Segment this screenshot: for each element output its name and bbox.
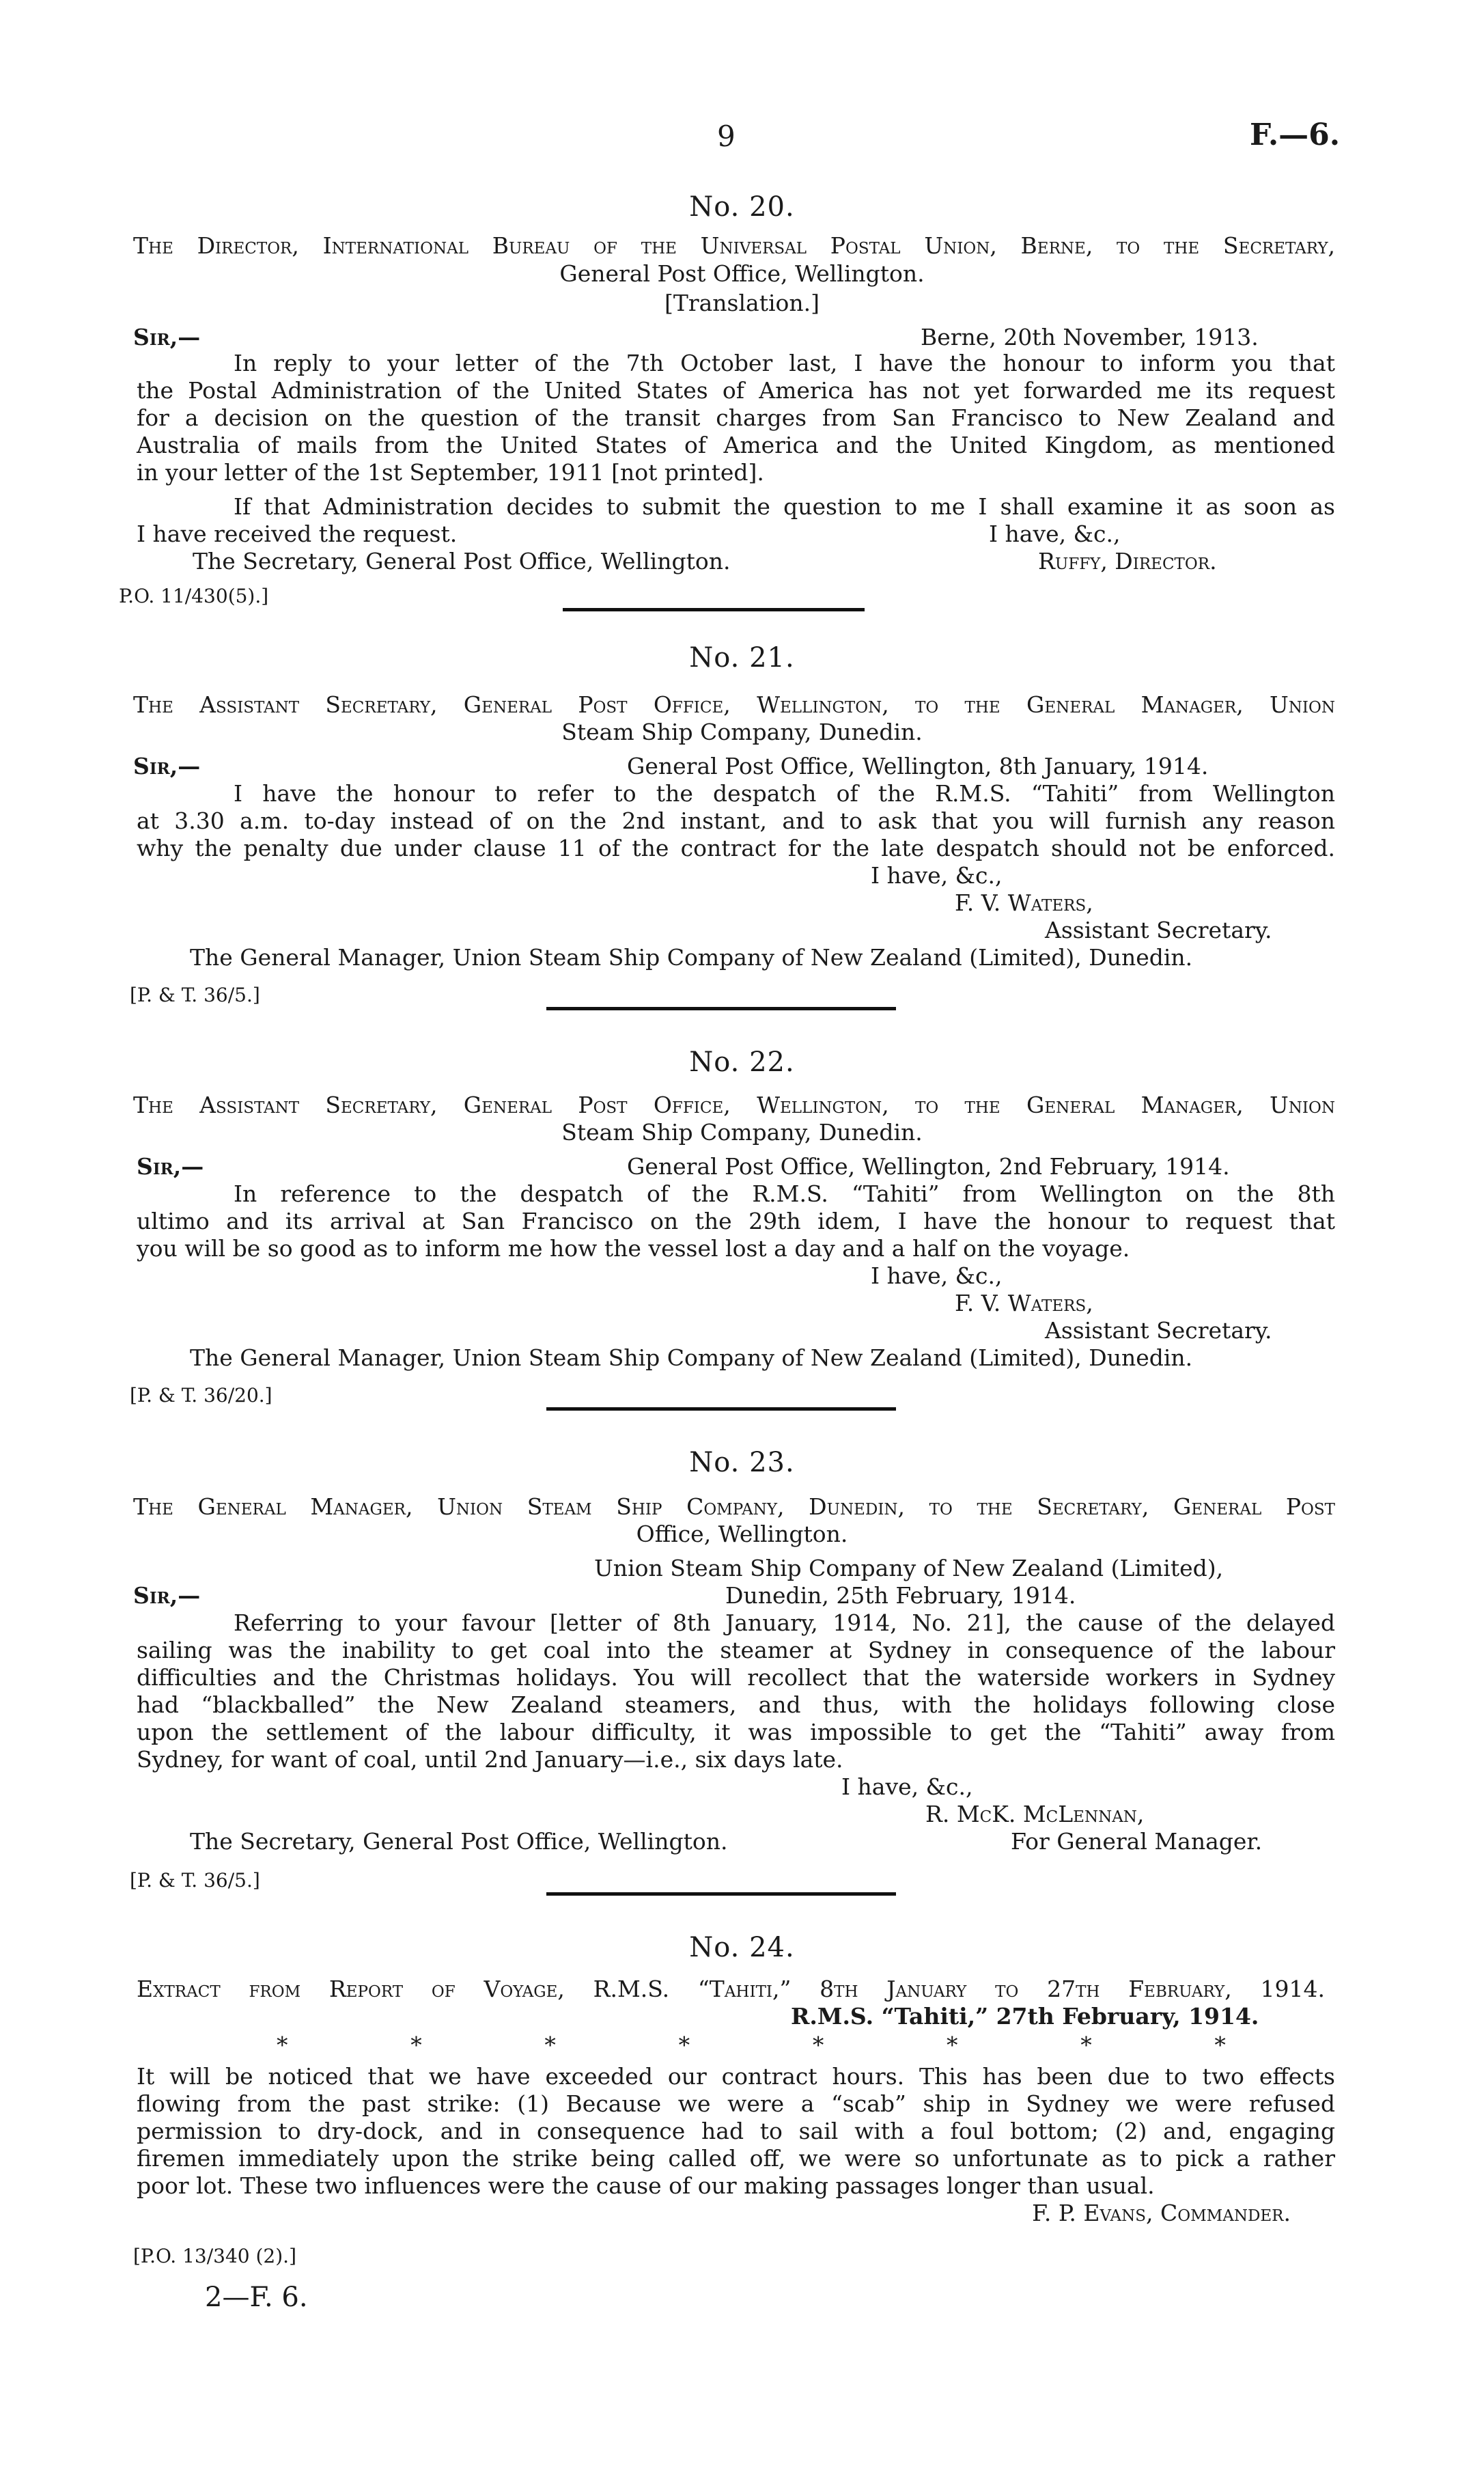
place-date: General Post Office, Wellington, 2nd February, 1914. bbox=[627, 1153, 1230, 1180]
closing: I have, &c., bbox=[989, 521, 1121, 547]
signature-title: Assistant Secretary. bbox=[1045, 917, 1272, 943]
body-line: In reply to your letter of the 7th October last, I have the honour to inform you that bbox=[234, 350, 1335, 376]
star: * bbox=[277, 2032, 288, 2058]
file-reference: [P. & T. 36/5.] bbox=[130, 984, 260, 1006]
body-line: flowing from the past strike: (1) Because we were a “scab” ship in Sydney we were refused bbox=[137, 2090, 1335, 2117]
signature-title: For General Manager. bbox=[1011, 1828, 1263, 1855]
body-line: sailing was the inability to get coal into the steamer at Sydney in consequence of the labour bbox=[137, 1637, 1335, 1663]
signature-title: Assistant Secretary. bbox=[1045, 1317, 1272, 1344]
star: * bbox=[1080, 2032, 1092, 2058]
letter-number: No. 23. bbox=[689, 1447, 795, 1478]
closing: I have, &c., bbox=[871, 862, 1003, 889]
body-line: you will be so good as to inform me how the vessel lost a day and a half on the voyage. bbox=[137, 1235, 1130, 1262]
body-line: the Postal Administration of the United States of America has not yet forwarded me its request bbox=[137, 377, 1335, 404]
place-date: Berne, 20th November, 1913. bbox=[921, 324, 1259, 350]
letter-heading: Steam Ship Company, Dunedin. bbox=[561, 719, 923, 745]
body-line: why the penalty due under clause 11 of the contract for the late despatch should not be enforced. bbox=[137, 835, 1335, 861]
file-reference: [P.O. 13/340 (2).] bbox=[133, 2245, 296, 2267]
star: * bbox=[812, 2032, 824, 2058]
addressee: The General Manager, Union Steam Ship Company of New Zealand (Limited), Dunedin. bbox=[190, 944, 1193, 971]
body-line: upon the settlement of the labour difficulty, it was impossible to get the “Tahiti” away from bbox=[137, 1719, 1335, 1745]
letter-number: No. 20. bbox=[689, 191, 795, 223]
closing: I have, &c., bbox=[841, 1773, 973, 1800]
body-line: firemen immediately upon the strike being called off, we were so unfortunate as to pick a rather bbox=[137, 2145, 1335, 2172]
letter-heading: Extract from Report of Voyage, R.M.S. “Tahiti,” 8th January to 27th February, 1914. bbox=[137, 1976, 1325, 2002]
body-line: If that Administration decides to submit the question to me I shall examine it as soon as bbox=[234, 493, 1335, 520]
signature: F. V. Waters, bbox=[955, 1290, 1093, 1316]
letter-heading: The General Manager, Union Steam Ship Company, Dunedin, to the Secretary, General Post bbox=[133, 1493, 1335, 1520]
body-line: at 3.30 a.m. to-day instead of on the 2nd instant, and to ask that you will furnish any reason bbox=[137, 807, 1335, 834]
body-line: permission to dry-dock, and in consequence had to sail with a foul bottom; (2) and, engaging bbox=[137, 2118, 1335, 2144]
place: Union Steam Ship Company of New Zealand (Limited), bbox=[594, 1555, 1224, 1581]
letter-heading: Office, Wellington. bbox=[636, 1521, 848, 1547]
letter-heading: The Director, International Bureau of the Universal Postal Union, Berne, to the Secretary, bbox=[133, 232, 1335, 259]
star: * bbox=[544, 2032, 556, 2058]
file-reference: P.O. 11/430(5).] bbox=[119, 585, 269, 607]
salutation: Sir,— bbox=[133, 753, 201, 779]
translation-note: [Translation.] bbox=[664, 290, 820, 316]
body-line: had “blackballed” the New Zealand steamers, and thus, with the holidays following close bbox=[137, 1691, 1335, 1718]
section-rule bbox=[546, 1892, 896, 1896]
signature: R. McK. McLennan, bbox=[925, 1801, 1145, 1827]
signature: F. P. Evans, Commander. bbox=[1032, 2200, 1291, 2226]
place-date: Dunedin, 25th February, 1914. bbox=[725, 1582, 1076, 1609]
file-reference: [P. & T. 36/20.] bbox=[130, 1384, 272, 1407]
addressee: The General Manager, Union Steam Ship Company of New Zealand (Limited), Dunedin. bbox=[190, 1344, 1193, 1371]
body-line: Australia of mails from the United States of America and the United Kingdom, as mentioned bbox=[137, 432, 1335, 458]
letter-number: No. 22. bbox=[689, 1047, 795, 1078]
closing: I have, &c., bbox=[871, 1262, 1003, 1289]
letter-heading: The Assistant Secretary, General Post Office, Wellington, to the General Manager, Union bbox=[133, 691, 1335, 718]
page-number: 9 bbox=[717, 120, 736, 153]
place-date: General Post Office, Wellington, 8th January, 1914. bbox=[627, 753, 1209, 779]
salutation: Sir,— bbox=[137, 1153, 204, 1180]
body-line: Sydney, for want of coal, until 2nd January—i.e., six days late. bbox=[137, 1746, 843, 1773]
section-rule bbox=[546, 1407, 896, 1411]
body-line: I have received the request. bbox=[137, 521, 458, 547]
star: * bbox=[410, 2032, 422, 2058]
place-date: R.M.S. “Tahiti,” 27th February, 1914. bbox=[791, 2003, 1259, 2030]
body-line: in your letter of the 1st September, 1911 [not printed]. bbox=[137, 459, 764, 486]
addressee: The Secretary, General Post Office, Wellington. bbox=[193, 548, 731, 575]
section-rule bbox=[563, 608, 865, 611]
star: * bbox=[1214, 2032, 1226, 2058]
letter-heading: The Assistant Secretary, General Post Office, Wellington, to the General Manager, Union bbox=[133, 1092, 1335, 1118]
star: * bbox=[678, 2032, 690, 2058]
body-line: Referring to your favour [letter of 8th January, 1914, No. 21], the cause of the delayed bbox=[234, 1609, 1335, 1636]
letter-heading: General Post Office, Wellington. bbox=[559, 260, 925, 287]
section-rule bbox=[546, 1007, 896, 1010]
body-line: It will be noticed that we have exceeded our contract hours. This has been due to two effects bbox=[137, 2063, 1335, 2090]
letter-heading: Steam Ship Company, Dunedin. bbox=[561, 1119, 923, 1146]
salutation: Sir,— bbox=[133, 1582, 201, 1609]
document-reference: F.—6. bbox=[1250, 117, 1341, 152]
letter-number: No. 21. bbox=[689, 642, 795, 674]
body-line: ultimo and its arrival at San Francisco on the 29th idem, I have the honour to request that bbox=[137, 1208, 1335, 1234]
ellipsis-stars bbox=[277, 2032, 1226, 2058]
addressee: The Secretary, General Post Office, Wellington. bbox=[190, 1828, 728, 1855]
file-reference: [P. & T. 36/5.] bbox=[130, 1869, 260, 1892]
body-line: poor lot. These two influences were the cause of our making passages longer than usual. bbox=[137, 2172, 1155, 2199]
letter-number: No. 24. bbox=[689, 1932, 795, 1963]
signature: F. V. Waters, bbox=[955, 889, 1093, 916]
star: * bbox=[947, 2032, 958, 2058]
body-line: difficulties and the Christmas holidays. You will recollect that the waterside workers in Sydney bbox=[137, 1664, 1335, 1691]
signature-mark: 2—F. 6. bbox=[205, 2282, 308, 2313]
body-line: I have the honour to refer to the despatch of the R.M.S. “Tahiti” from Wellington bbox=[234, 780, 1335, 807]
signature: Ruffy, Director. bbox=[1038, 548, 1217, 575]
salutation: Sir,— bbox=[133, 324, 201, 350]
body-line: In reference to the despatch of the R.M.S. “Tahiti” from Wellington on the 8th bbox=[234, 1180, 1335, 1207]
body-line: for a decision on the question of the transit charges from San Francisco to New Zealand and bbox=[137, 404, 1335, 431]
